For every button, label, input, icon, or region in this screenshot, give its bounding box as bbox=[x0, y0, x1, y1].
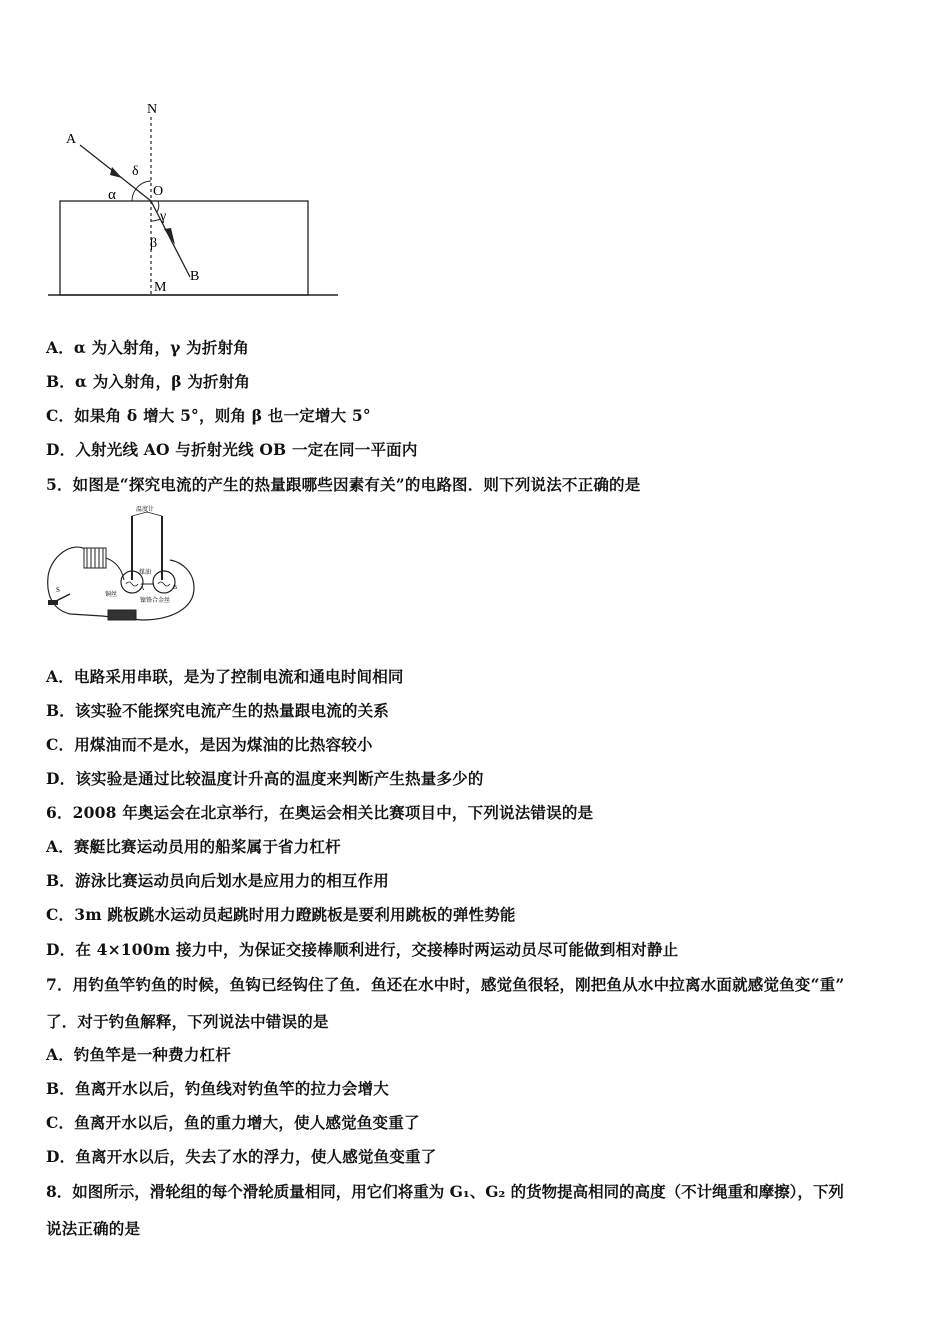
q6-stem: 6．2008 年奥运会在北京举行，在奥运会相关比赛项目中，下列说法错误的是 bbox=[46, 803, 594, 822]
q6-option-a: A．赛艇比赛运动员用的船桨属于省力杠杆 bbox=[46, 837, 341, 856]
q7-option-c: C．鱼离开水以后，鱼的重力增大，使人感觉鱼变重了 bbox=[46, 1113, 420, 1132]
q8-stem-line2: 说法正确的是 bbox=[46, 1219, 141, 1238]
label-beta: β bbox=[150, 236, 158, 251]
q4-option-a: A．α 为入射角，γ 为折射角 bbox=[46, 338, 249, 357]
q5-option-a: A．电路采用串联，是为了控制电流和通电时间相同 bbox=[46, 667, 404, 686]
q5-option-d: D．该实验是通过比较温度计升高的温度来判断产生热量多少的 bbox=[46, 769, 484, 788]
q5-option-b: B．该实验不能探究电流产生的热量跟电流的关系 bbox=[46, 701, 390, 720]
q6-option-c: C．3m 跳板跳水运动员起跳时用力蹬跳板是要利用跳板的弹性势能 bbox=[46, 905, 516, 924]
q7-option-a: A．钓鱼竿是一种费力杠杆 bbox=[46, 1045, 231, 1064]
label-N: N bbox=[147, 102, 158, 117]
battery-icon bbox=[84, 548, 106, 568]
q7-option-d: D．鱼离开水以后，失去了水的浮力，使人感觉鱼变重了 bbox=[46, 1147, 437, 1166]
flask-b-icon bbox=[153, 571, 178, 593]
label-O: O bbox=[153, 184, 164, 199]
rheostat-icon bbox=[108, 610, 136, 620]
refracted-arrow-icon bbox=[164, 228, 175, 245]
alpha-arc bbox=[132, 189, 136, 201]
q6-option-d: D．在 4×100m 接力中，为保证交接棒顺利进行，交接棒时两运动员尽可能做到相对静止 bbox=[46, 940, 679, 959]
beta-arc bbox=[151, 219, 160, 221]
q6-option-b: B．游泳比赛运动员向后划水是应用力的相互作用 bbox=[46, 871, 390, 890]
label-a: A bbox=[140, 586, 145, 592]
q7-stem-line2: 了．对于钓鱼解释，下列说法中错误的是 bbox=[46, 1012, 329, 1031]
label-copper: 铜丝 bbox=[105, 592, 118, 598]
label-gamma: γ bbox=[160, 209, 167, 224]
gamma-arc bbox=[157, 201, 159, 212]
label-kerosene: 煤油 bbox=[139, 570, 152, 576]
flask-b-coil bbox=[158, 582, 170, 586]
q7-option-b: B．鱼离开水以后，钓鱼线对钓鱼竿的拉力会增大 bbox=[46, 1079, 390, 1098]
label-A: A bbox=[66, 132, 77, 147]
q4-option-b: B．α 为入射角，β 为折射角 bbox=[46, 372, 251, 391]
label-delta: δ bbox=[132, 164, 139, 179]
label-alpha: α bbox=[108, 187, 116, 203]
q7-stem-line1: 7．用钓鱼竿钓鱼的时候，鱼钩已经钩住了鱼．鱼还在水中时，感觉鱼很轻，刚把鱼从水中拉离水面就感觉鱼变“重” bbox=[46, 975, 845, 994]
label-switch: S bbox=[56, 586, 60, 594]
incident-arrow-icon bbox=[110, 167, 122, 178]
q5-stem: 5．如图是“探究电流的产生的热量跟哪些因素有关”的电路图．则下列说法不正确的是 bbox=[46, 475, 641, 494]
label-B: B bbox=[190, 269, 200, 284]
label-nichrome: 镍铬合金丝 bbox=[140, 598, 171, 604]
refraction-diagram bbox=[40, 95, 350, 305]
circuit-diagram bbox=[42, 502, 202, 632]
glass-block bbox=[60, 201, 308, 295]
q4-option-d: D．入射光线 AO 与折射光线 OB 一定在同一平面内 bbox=[46, 440, 418, 459]
label-M: M bbox=[154, 280, 167, 295]
delta-arc bbox=[136, 181, 151, 189]
label-b: B bbox=[173, 585, 178, 591]
q5-option-c: C．用煤油而不是水，是因为煤油的比热容较小 bbox=[46, 735, 373, 754]
q4-option-c: C．如果角 δ 增大 5°，则角 β 也一定增大 5° bbox=[46, 406, 371, 425]
label-thermometer: 温度计 bbox=[136, 507, 155, 513]
flask-a-coil bbox=[126, 582, 138, 586]
q8-stem-line1: 8．如图所示，滑轮组的每个滑轮质量相同，用它们将重为 G₁、G₂ 的货物提高相同的高度（不计绳重和摩擦），下列 bbox=[46, 1182, 844, 1201]
